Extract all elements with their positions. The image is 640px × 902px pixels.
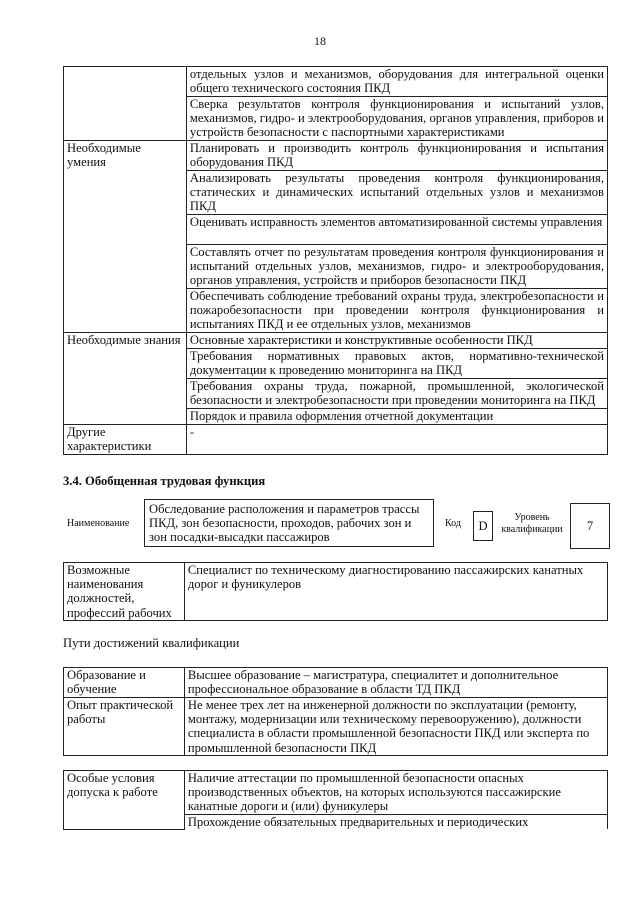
knowledge-item: Требования нормативных правовых актов, нормативно-технической документации к проведению мониторинга на ПКД xyxy=(186,349,607,379)
table-row xyxy=(64,698,608,756)
admission-label: Особые условия допуска к работе xyxy=(64,771,185,830)
experience-label: Опыт практической работы xyxy=(64,698,185,756)
education-label: Образование и обучение xyxy=(64,668,185,698)
section-heading: 3.4. Обобщенная трудовая функция xyxy=(63,474,266,488)
table-row xyxy=(64,333,608,349)
code-box xyxy=(473,511,493,541)
education-value: Высшее образование – магистратура, специалитет и дополнительное профессиональное образование в области ТД ПКД xyxy=(184,668,607,698)
name-label: Наименование xyxy=(67,518,130,529)
knowledge-item: Порядок и правила оформления отчетной документации xyxy=(186,409,607,425)
level-value: 7 xyxy=(586,519,594,533)
positions-label: Возможные наименования должностей, профессий рабочих xyxy=(64,563,185,621)
table-row xyxy=(64,771,608,815)
table-row xyxy=(64,141,608,171)
table-row xyxy=(64,668,608,698)
knowledge-label: Необходимые знания xyxy=(64,333,187,425)
code-value: D xyxy=(478,519,488,533)
code-label: Код xyxy=(445,518,461,529)
skill-item: Составлять отчет по результатам проведения контроля функционирования и испытаний отдельных узлов, механизмов, гидро- и электрооборудования, органов управления, устройств и приборов безопасности ПКД xyxy=(186,245,607,289)
positions-value: Специалист по техническому диагностированию пассажирских канатных дорог и фуникулеров xyxy=(184,563,607,621)
labor-action-text: Сверка результатов контроля функционирования и испытаний узлов, механизмов, гидро- и электрооборудования, органов управления, приборов и устройств безопасности с паспортными характеристиками xyxy=(186,97,607,141)
knowledge-item: Основные характеристики и конструктивные особенности ПКД xyxy=(186,333,607,349)
table-row xyxy=(64,425,608,455)
level-label: Уровень квалификации xyxy=(501,512,563,535)
function-name-value: Обследование расположения и параметров трассы ПКД, зон безопасности, проходов, рабочих зон и зон посадки-высадки пассажиров xyxy=(149,502,420,545)
table-row xyxy=(64,67,608,97)
skill-item: Обеспечивать соблюдение требований охраны труда, электробезопасности и пожаробезопасности при проведении контроля функционирования и испытаниях ПКД и ее отдельных узлов, механизмов xyxy=(186,289,607,333)
level-box xyxy=(570,503,610,549)
admission-table xyxy=(63,770,608,830)
skills-label: Необходимые умения xyxy=(64,141,187,333)
other-label: Другие характеристики xyxy=(64,425,187,455)
skill-item: Планировать и производить контроль функционирования и испытания оборудования ПКД xyxy=(186,141,607,171)
labor-actions-table xyxy=(63,66,608,455)
experience-value: Не менее трех лет на инженерной должности по эксплуатации (ремонту, монтажу, модернизации или техническому перевооружению), должности специалиста в области промышленной безопасности ПКД или эксперта по промышленной безопасности ПКД xyxy=(184,698,607,756)
page-number: 18 xyxy=(314,34,326,48)
table-row xyxy=(64,563,608,621)
knowledge-item: Требования охраны труда, пожарной, промышленной, экологической безопасности и электробезопасности при проведении мониторинга на ПКД xyxy=(186,379,607,409)
other-value: - xyxy=(186,425,607,455)
admission-value: Наличие аттестации по промышленной безопасности опасных производственных объектов, на которых используются пассажирские канатные дороги и (или) фуникулеры xyxy=(184,771,607,815)
positions-table xyxy=(63,562,608,621)
skill-item: Анализировать результаты проведения контроля функционирования, статических и динамических испытаний отдельных узлов и механизмов ПКД xyxy=(186,171,607,215)
skill-item: Оценивать исправность элементов автоматизированной системы управления xyxy=(186,215,607,245)
labor-action-text: отдельных узлов и механизмов, оборудования для интегральной оценки общего технического состояния ПКД xyxy=(186,67,607,97)
paths-heading: Пути достижений квалификации xyxy=(63,636,240,650)
function-name-box xyxy=(144,499,434,547)
qualification-paths-table xyxy=(63,667,608,756)
admission-value: Прохождение обязательных предварительных и периодических xyxy=(184,815,607,830)
